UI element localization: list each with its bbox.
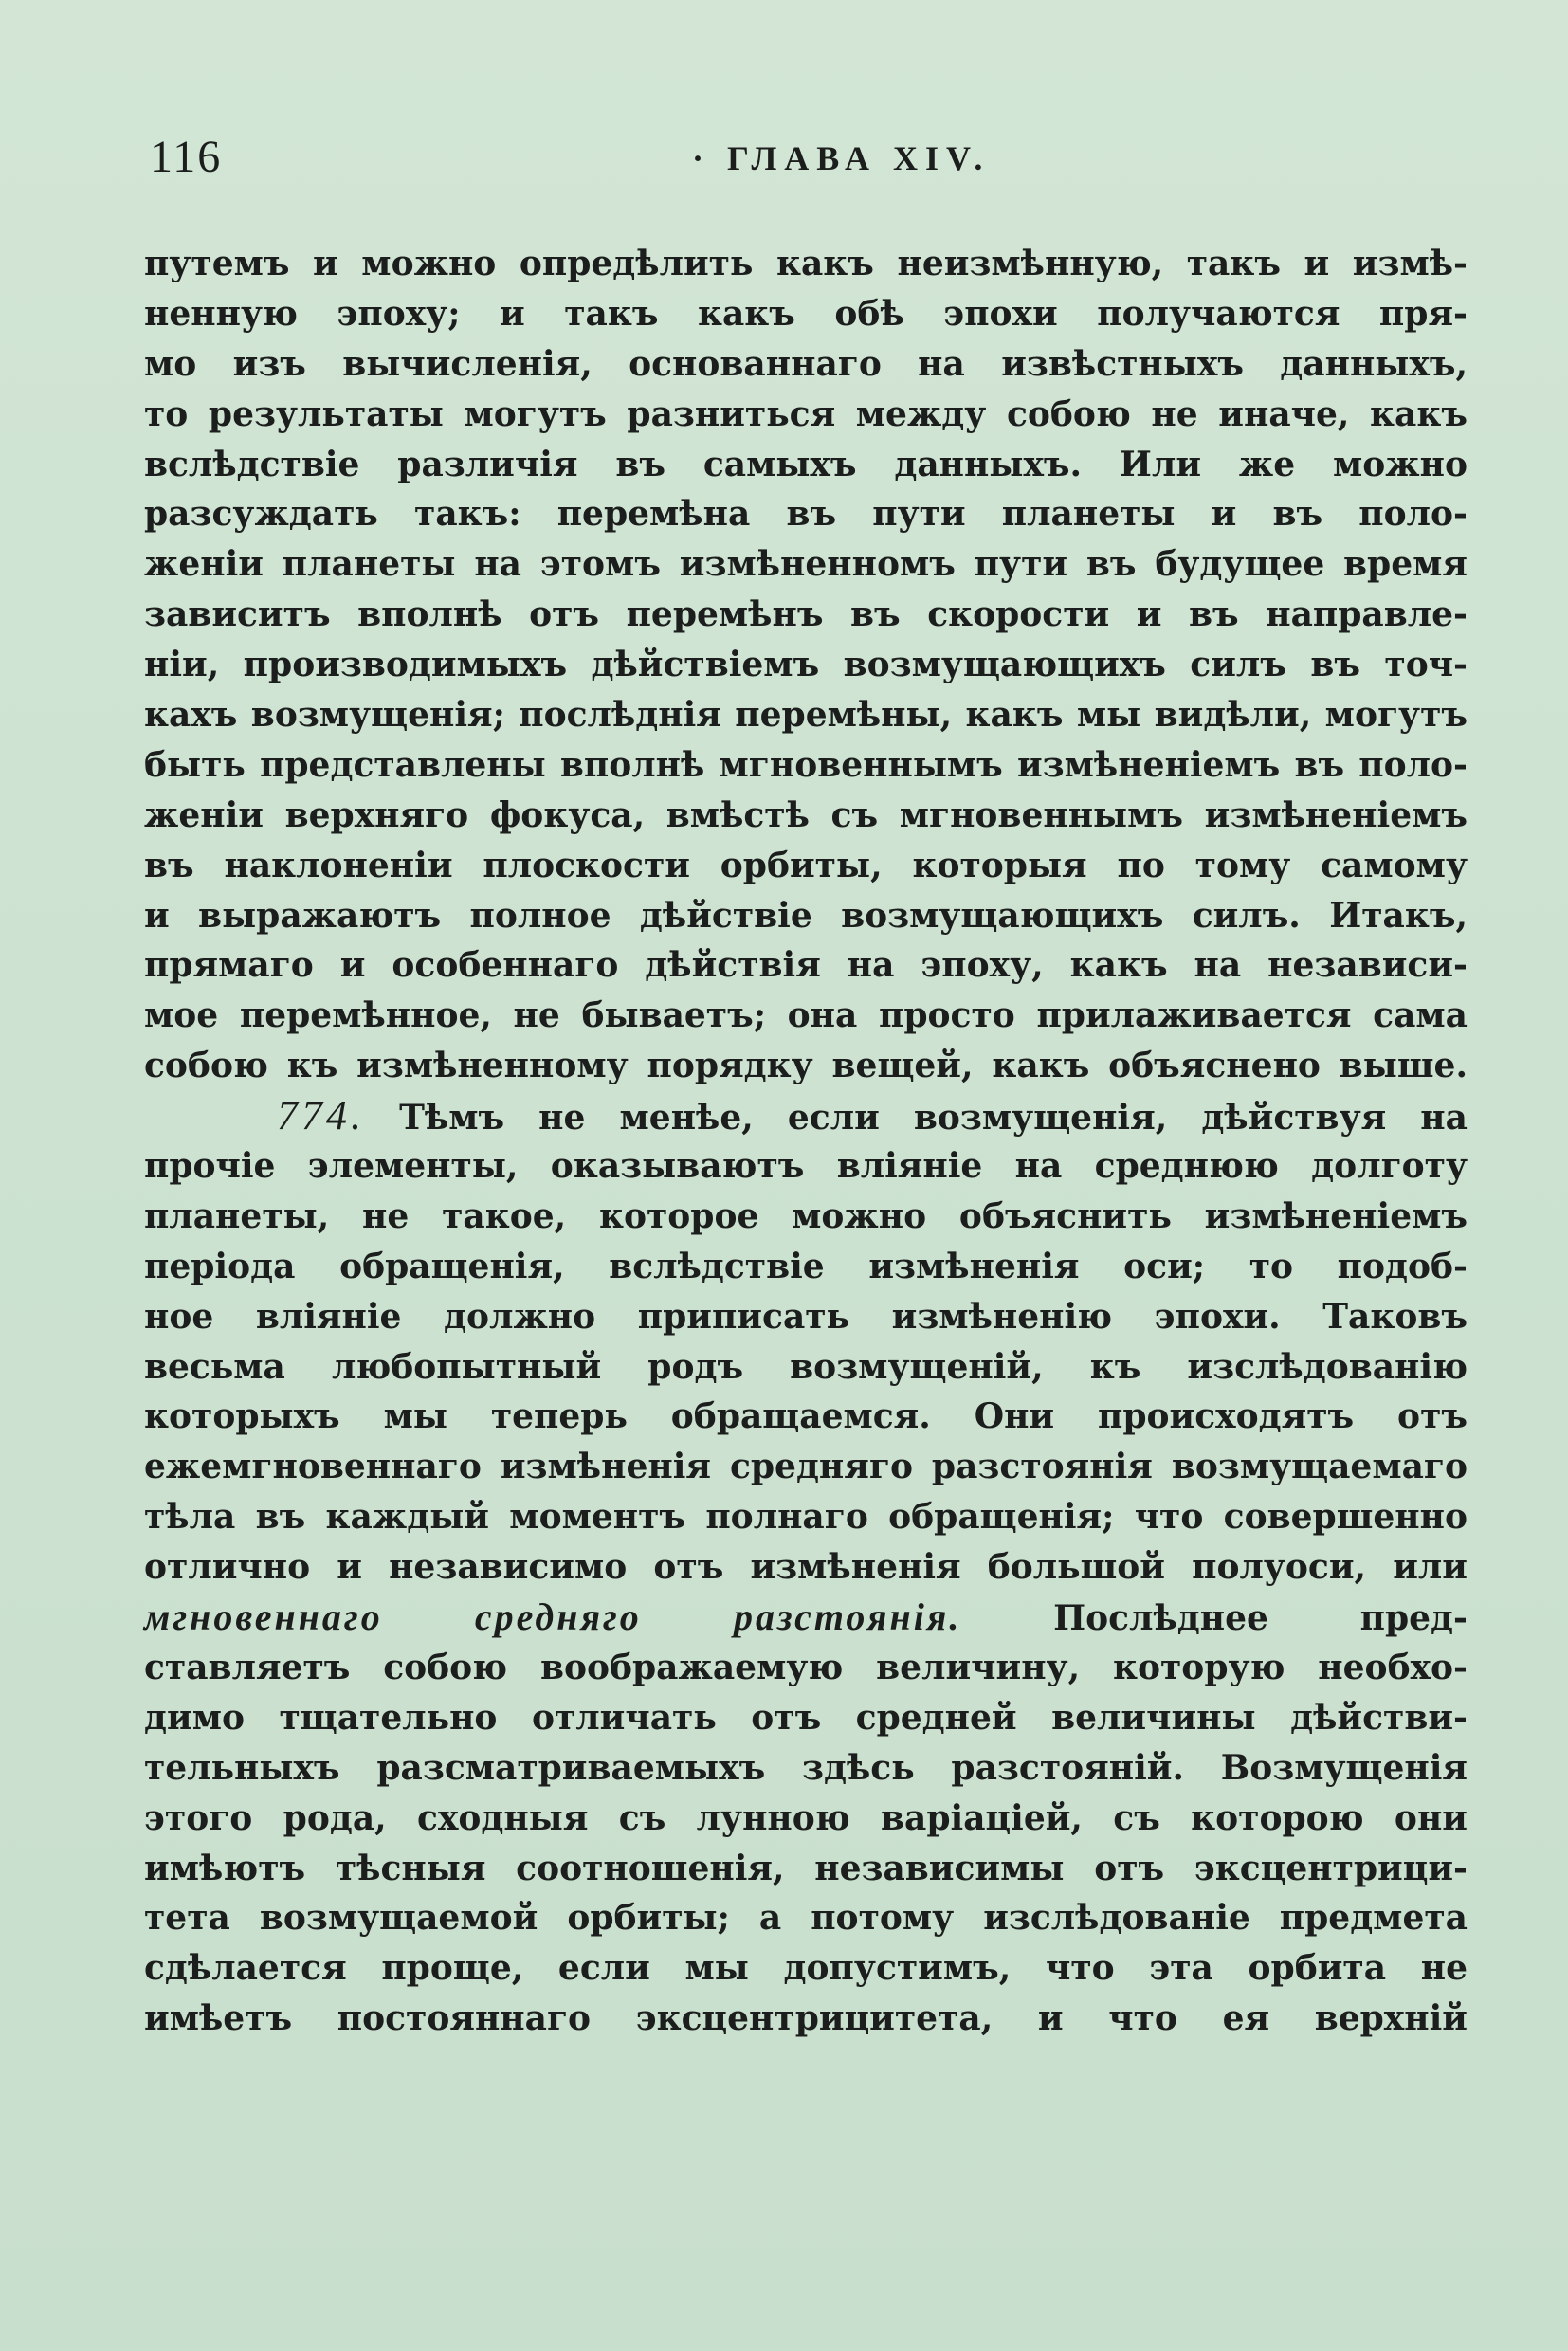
text-line: разсуждать такъ: перемѣна въ пути планеты и въ поло- — [144, 494, 1468, 535]
paragraph-774-first-line — [144, 1091, 1468, 1141]
paragraph-774-end — [144, 1643, 1468, 2044]
text-line: быть представлены вполнѣ мгновеннымъ измѣненіемъ въ поло- — [144, 744, 1468, 785]
text-line: ніи, производимыхъ дѣйствіемъ возмущающихъ силъ въ точ- — [144, 645, 1468, 685]
paragraph-number: 774. — [277, 1092, 365, 1139]
italic-term-line — [144, 1593, 1468, 1643]
text-line: отлично и независимо отъ измѣненія большой полуоси, или — [144, 1547, 1468, 1588]
italic-term: мгновеннаго средняго разстоянія. — [144, 1595, 962, 1639]
italic-line-rest: Послѣднее пред- — [1053, 1598, 1468, 1639]
text-line: имѣютъ тѣсныя соотношенія, независимы отъ эксцентрици- — [144, 1848, 1468, 1888]
page-number: 116 — [150, 132, 223, 182]
text-line: и выражаютъ полное дѣйствіе возмущающихъ силъ. Итакъ, — [144, 895, 1468, 936]
text-line: женіи планеты на этомъ измѣненномъ пути въ будущее время — [144, 544, 1468, 585]
text-line: въ наклоненіи плоскости орбиты, которыя по тому самому — [144, 845, 1468, 885]
text-line: сдѣлается проще, если мы допустимъ, что эта орбита не — [144, 1948, 1468, 1989]
text-line: то результаты могутъ разниться между собою не иначе, какъ — [144, 393, 1468, 434]
text-line: тета возмущаемой орбиты; а потому изслѣдованіе предмета — [144, 1898, 1468, 1939]
page-header — [150, 131, 1468, 188]
text-line: планеты, не такое, которое можно объяснить измѣненіемъ — [144, 1195, 1468, 1236]
text-line: этого рода, сходныя съ лунною варіаціей, съ которою они — [144, 1797, 1468, 1838]
text-line: ежемгновеннаго измѣненія средняго разстоянія возмущаемаго — [144, 1447, 1468, 1487]
text-line: вслѣдствіе различія въ самыхъ данныхъ. Или же можно — [144, 444, 1468, 484]
text-line: тельныхъ разсматриваемыхъ здѣсь разстояній. Возмущенія — [144, 1747, 1468, 1788]
paragraph-continuation — [144, 239, 1468, 1091]
running-head: · ГЛАВА XIV. — [692, 139, 991, 177]
text-line: имѣетъ постояннаго эксцентрицитета, и что ея верхній — [144, 1998, 1468, 2039]
text-line: путемъ и можно опредѣлить какъ неизмѣнную, такъ и измѣ- — [144, 244, 1468, 283]
paragraph-774-start: Тѣмъ не менѣе, если возмущенія, дѣйствуя на — [399, 1098, 1468, 1139]
text-line: періода обращенія, вслѣдствіе измѣненія оси; то подоб- — [144, 1246, 1468, 1286]
text-body — [144, 239, 1468, 2044]
text-line: ставляетъ собою воображаемую величину, которую необхо- — [144, 1647, 1468, 1687]
text-line: мо изъ вычисленія, основаннаго на извѣстныхъ данныхъ, — [144, 343, 1468, 384]
text-line: мое перемѣнное, не бываетъ; она просто прилаживается сама — [144, 995, 1468, 1036]
text-line: кахъ возмущенія; послѣднія перемѣны, какъ мы видѣли, могутъ — [144, 695, 1468, 736]
text-line: весьма любопытный родъ возмущеній, къ изслѣдованію — [144, 1346, 1468, 1387]
paragraph-774-body — [144, 1141, 1468, 1593]
text-line: тѣла въ каждый моментъ полнаго обращенія; что совершенно — [144, 1497, 1468, 1538]
text-line: которыхъ мы теперь обращаемся. Они происходятъ отъ — [144, 1396, 1468, 1437]
text-line: прямаго и особеннаго дѣйствія на эпоху, какъ на независи- — [144, 945, 1468, 986]
text-line: женіи верхняго фокуса, вмѣстѣ съ мгновеннымъ измѣненіемъ — [144, 794, 1468, 835]
text-line: димо тщательно отличать отъ средней величины дѣйстви- — [144, 1697, 1468, 1738]
text-line: зависитъ вполнѣ отъ перемѣнъ въ скорости и въ направле- — [144, 594, 1468, 635]
text-line: ное вліяніе должно приписать измѣненію эпохи. Таковъ — [144, 1296, 1468, 1337]
text-line: прочіе элементы, оказываютъ вліяніе на среднюю долготу — [144, 1146, 1468, 1187]
text-line: ненную эпоху; и такъ какъ обѣ эпохи получаются пря- — [144, 293, 1468, 334]
text-line: собою къ измѣненному порядку вещей, какъ объяснено выше. — [144, 1046, 1468, 1086]
